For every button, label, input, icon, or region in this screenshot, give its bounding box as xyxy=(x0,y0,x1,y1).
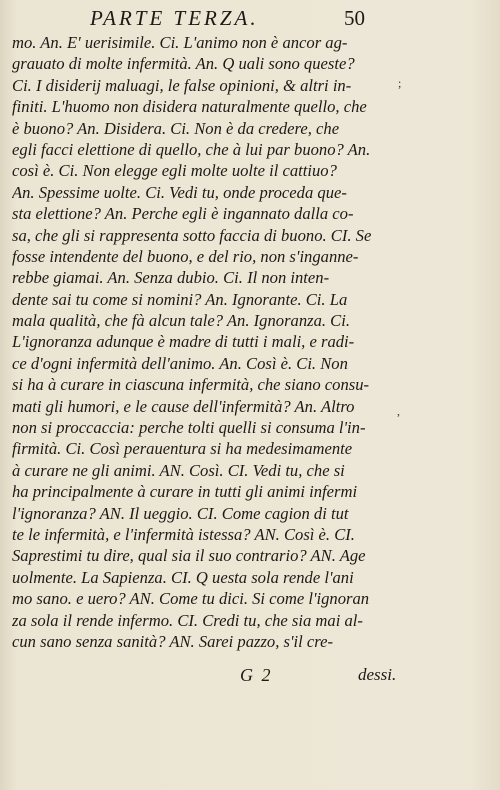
text-line: L'ignoranza adunque è madre di tutti i mali, e radi- xyxy=(12,332,355,352)
text-line: mala qualità, che fà alcun tale? An. Ignoranza. Ci. xyxy=(12,311,351,331)
body-text xyxy=(12,32,407,652)
running-head: PARTE TERZA. xyxy=(90,6,259,30)
text-line: sta elettione? An. Perche egli è ingannato dalla co- xyxy=(12,204,354,224)
text-line: è buono? An. Disidera. Ci. Non è da credere, che xyxy=(12,118,340,138)
text-line: te le infermità, e l'infermità istessa? AN. Così è. CI. xyxy=(12,524,355,544)
page-header xyxy=(0,4,500,30)
text-line: Ci. I disiderij maluagi, le false opinioni, & altri in- xyxy=(12,75,352,95)
text-line: ha principalmente à curare in tutti gli animi infermi xyxy=(12,482,358,502)
margin-mark: , xyxy=(397,404,400,418)
text-line: rebbe giamai. An. Senza dubio. Ci. Il non inten- xyxy=(12,268,330,288)
text-line: cun sano senza sanità? AN. Sarei pazzo, s'il cre- xyxy=(12,631,333,651)
text-line: à curare ne gli animi. AN. Così. CI. Vedi tu, che si xyxy=(12,460,345,480)
page-footer xyxy=(0,665,500,691)
text-line: An. Spessime uolte. Ci. Vedi tu, onde proceda que- xyxy=(12,182,347,202)
text-line: egli facci elettione di quello, che à lui par buono? An. xyxy=(12,139,371,159)
catchword: dessi. xyxy=(358,665,397,684)
text-line: mati gli humori, e le cause dell'infermità? An. Altro xyxy=(12,396,355,416)
page-number: 50 xyxy=(344,6,365,30)
text-line: l'ignoranza? AN. Il ueggio. CI. Come cagion di tut xyxy=(12,503,349,523)
text-line: mo. An. E' uerisimile. Ci. L'animo non è ancor ag- xyxy=(12,33,348,52)
text-line: non si proccaccia: perche tolti quelli si consuma l'in- xyxy=(12,418,366,438)
text-line: mo sano. e uero? AN. Come tu dici. Si come l'ignoran xyxy=(12,589,370,609)
text-line: finiti. L'huomo non disidera naturalmente quello, che xyxy=(12,97,367,117)
text-line: grauato di molte infermità. An. Q uali sono queste? xyxy=(12,54,355,74)
margin-mark: ; xyxy=(398,76,402,90)
text-line: dente sai tu come si nomini? An. Ignorante. Ci. La xyxy=(12,289,348,309)
text-line: fosse intendente del buono, e del rio, non s'inganne- xyxy=(12,246,359,266)
text-line: firmità. Ci. Così perauentura si ha medesimamente xyxy=(12,439,353,459)
signature-mark: G 2 xyxy=(240,665,273,685)
text-line: ce d'ogni infermità dell'animo. An. Così è. Ci. Non xyxy=(12,353,348,373)
text-line: sa, che gli si rappresenta sotto faccia di buono. CI. Se xyxy=(12,225,372,245)
text-line: uolmente. La Sapienza. CI. Q uesta sola rende l'ani xyxy=(12,567,354,587)
text-line: za sola il rende infermo. CI. Credi tu, che sia mai al- xyxy=(12,610,363,630)
text-line: Saprestimi tu dire, qual sia il suo contrario? AN. Age xyxy=(12,546,366,566)
text-line: si ha à curare in ciascuna infermità, che siano consu- xyxy=(12,375,370,395)
text-line: così è. Ci. Non elegge egli molte uolte il cattiuo? xyxy=(12,161,337,181)
